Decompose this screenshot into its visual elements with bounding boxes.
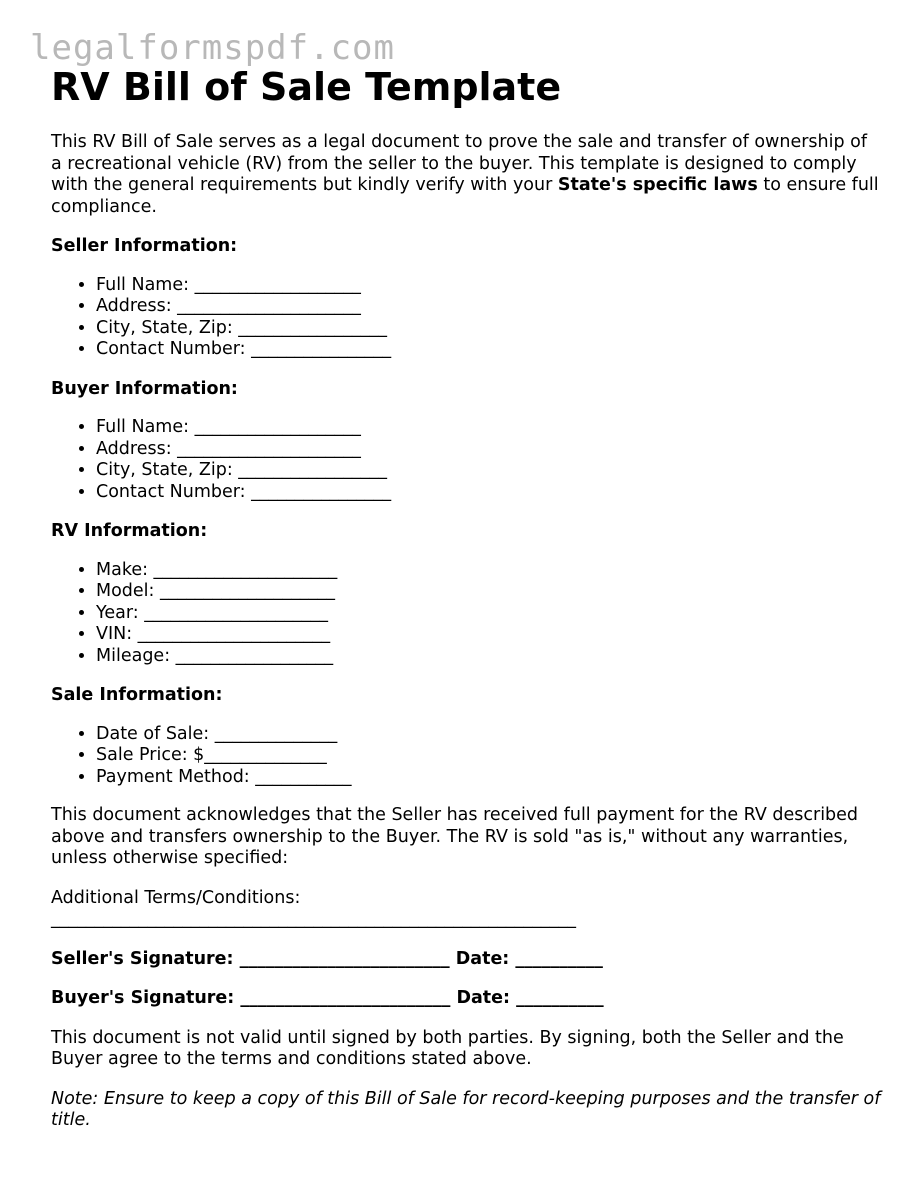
terms-label: Additional Terms/Conditions: — [51, 887, 301, 908]
rv-list — [51, 560, 881, 668]
note-paragraph: Note: Ensure to keep a copy of this Bill of Sale for record-keeping purposes and the transfer of title. — [51, 1088, 881, 1130]
buyer-signature-line: Buyer's Signature: ________________________ Date: __________ — [51, 988, 604, 1008]
rv-make: • Make: _____________________ — [96, 560, 881, 582]
sale-payment-method: • Payment Method: ___________ — [96, 767, 881, 789]
seller-address: • Address: _____________________ — [96, 296, 881, 318]
acknowledgement-paragraph: This document acknowledges that the Seller has received full payment for the RV described above and transfers ownership to the Buyer. The RV is sold "as is," without any warranties, unless otherwise specified: — [51, 805, 859, 868]
sale-price: • Sale Price: $______________ — [96, 745, 881, 767]
buyer-city-state-zip: • City, State, Zip: _________________ — [96, 460, 881, 482]
validity-paragraph: This document is not valid until signed by both parties. By signing, both the Seller and the Buyer agree to the terms and conditions stated above. — [51, 1027, 844, 1069]
intro-tail: to ensure full compliance. — [51, 175, 879, 217]
buyer-full-name: • Full Name: ___________________ — [96, 417, 881, 439]
buyer-address: • Address: _____________________ — [96, 439, 881, 461]
intro-text: This RV Bill of Sale serves as a legal document to prove the sale and transfer of ownership of a recreational vehicle (RV) from the seller to the buyer. This template is designed to comply with the general requirements but kindly verify with your — [51, 132, 868, 195]
rv-mileage: • Mileage: __________________ — [96, 646, 881, 668]
seller-city-state-zip: • City, State, Zip: _________________ — [96, 318, 881, 340]
seller-contact-number: • Contact Number: ________________ — [96, 339, 881, 361]
seller-list — [51, 275, 881, 361]
seller-heading: Seller Information: — [51, 236, 238, 256]
terms-line: ____________________________________________________________ — [51, 909, 576, 929]
buyer-list — [51, 417, 881, 503]
rv-heading: RV Information: — [51, 521, 208, 541]
sale-list — [51, 724, 881, 789]
seller-full-name: • Full Name: ___________________ — [96, 275, 881, 297]
rv-year: • Year: _____________________ — [96, 603, 881, 625]
page-title: RV Bill of Sale Template — [51, 65, 562, 109]
seller-signature-line: Seller's Signature: ________________________ Date: __________ — [51, 948, 603, 969]
rv-vin: • VIN: ______________________ — [96, 624, 881, 646]
sale-date: • Date of Sale: ______________ — [96, 724, 881, 746]
intro-bold-text: State's specific laws — [557, 175, 758, 195]
rv-model: • Model: ____________________ — [96, 581, 881, 603]
buyer-heading: Buyer Information: — [51, 378, 238, 399]
intro-paragraph — [51, 132, 881, 218]
buyer-contact-number: • Contact Number: ________________ — [96, 482, 881, 504]
sale-heading: Sale Information: — [51, 685, 223, 705]
document-body — [51, 62, 881, 1132]
watermark-text: legalformspdf.com — [30, 28, 395, 68]
